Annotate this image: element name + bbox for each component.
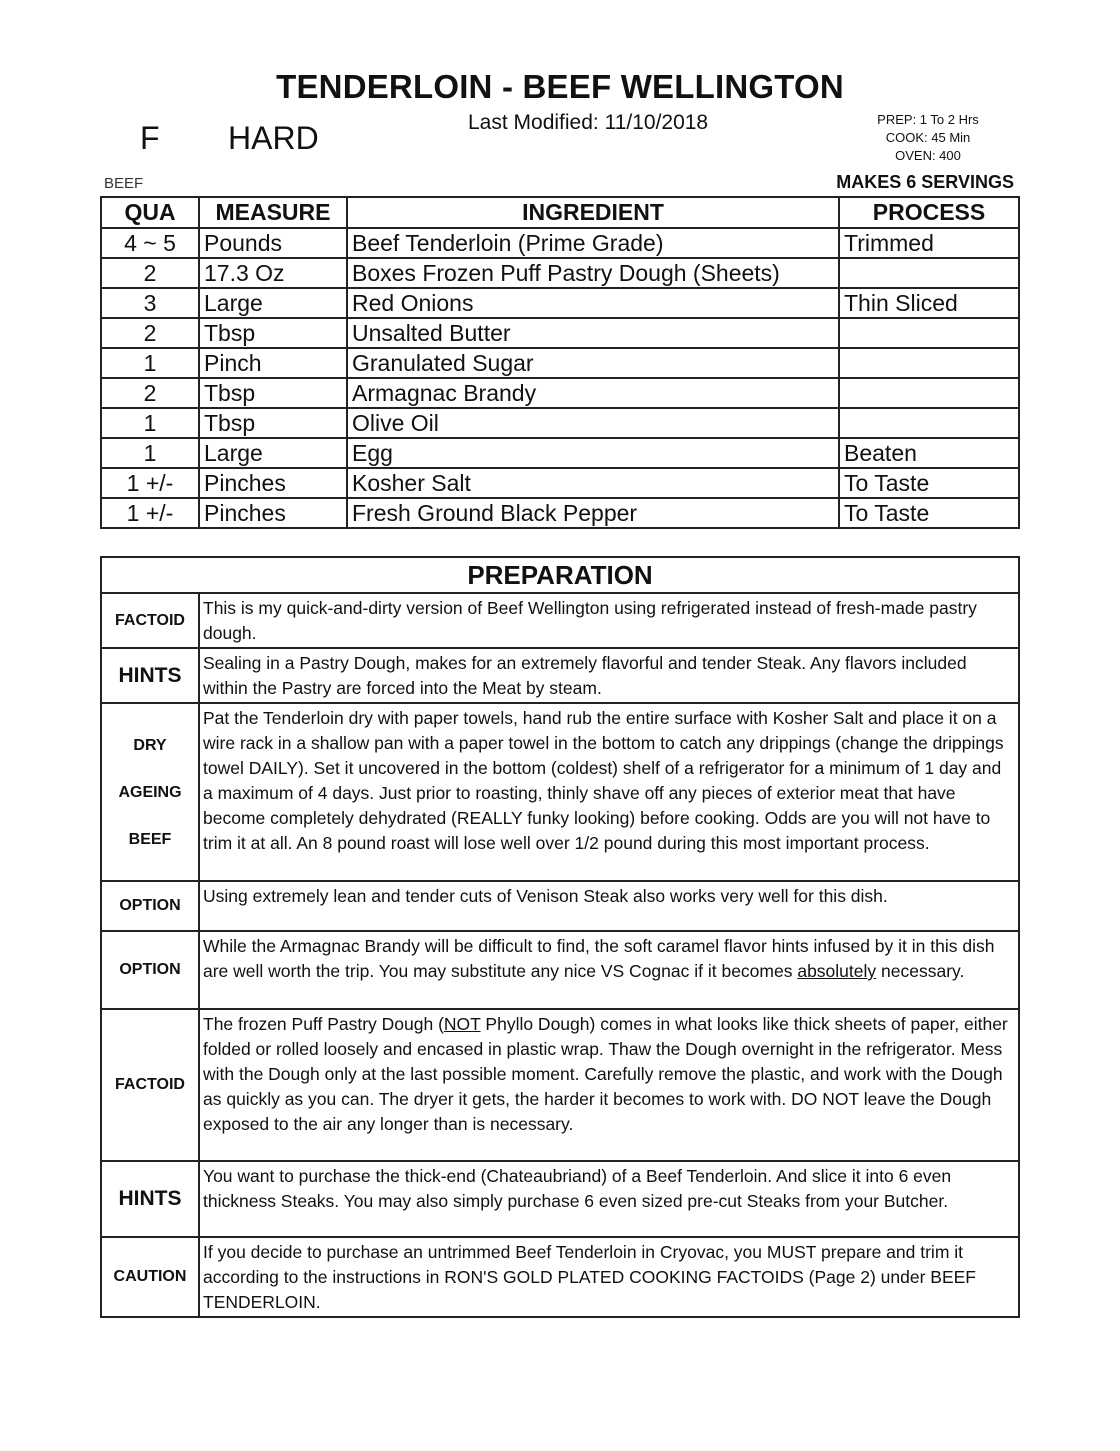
ingredient-cell: Kosher Salt <box>347 468 839 498</box>
qua-cell: 3 <box>101 288 199 318</box>
measure-cell: Large <box>199 288 347 318</box>
table-row <box>101 378 1019 408</box>
table-row <box>101 318 1019 348</box>
column-header-ingredient: INGREDIENT <box>347 197 839 228</box>
process-cell <box>839 348 1019 378</box>
prep-text: If you decide to purchase an untrimmed Beef Tenderloin in Cryovac, you MUST prepare and trim it according to the instructions in RON'S GOLD PLATED COOKING FACTOIDS (Page 2) under BEEF TENDERLOIN. <box>199 1237 1019 1317</box>
table-row <box>101 408 1019 438</box>
cook-time: COOK: 45 Min <box>885 130 971 145</box>
process-cell <box>839 318 1019 348</box>
ingredient-cell: Unsalted Butter <box>347 318 839 348</box>
qua-cell: 1 <box>101 348 199 378</box>
prep-row <box>101 593 1019 648</box>
process-cell <box>839 378 1019 408</box>
prep-text: Pat the Tenderloin dry with paper towels, hand rub the entire surface with Kosher Salt and place it on a wire rack in a shallow pan with a paper towel in the bottom to catch any drippings (change the drippings towel DAILY). Set it uncovered in the bottom (coldest) shelf of a refrigerator for a minimum of 1 day and a maximum of 4 days. Just prior to roasting, thinly shave off any pieces of exterior meat that have become completely dehydrated (REALLY funky looking) before cooking. Odds are you will not have to trim it at all. An 8 pound roast will lose well over 1/2 pound during this most important process. <box>199 703 1019 881</box>
prep-time: PREP: 1 To 2 Hrs <box>877 112 979 127</box>
prep-text <box>199 1009 1019 1161</box>
prep-row <box>101 648 1019 703</box>
prep-text: This is my quick-and-dirty version of Beef Wellington using refrigerated instead of fresh-made pastry dough. <box>199 593 1019 648</box>
prep-label: OPTION <box>101 931 199 1009</box>
difficulty-label: HARD <box>228 120 319 156</box>
prep-text-underlined: NOT <box>443 1014 481 1034</box>
prep-text-part: The frozen Puff Pastry Dough ( <box>203 1014 444 1034</box>
measure-cell: 17.3 Oz <box>199 258 347 288</box>
ingredient-cell: Fresh Ground Black Pepper <box>347 498 839 528</box>
ingredient-cell: Armagnac Brandy <box>347 378 839 408</box>
measure-cell: Tbsp <box>199 318 347 348</box>
prep-text-part: necessary. <box>876 961 965 981</box>
table-row <box>101 348 1019 378</box>
prep-text <box>199 931 1019 1009</box>
ingredients-header-row <box>101 197 1019 228</box>
qua-cell: 4 ~ 5 <box>101 228 199 258</box>
measure-cell: Tbsp <box>199 378 347 408</box>
process-cell: To Taste <box>839 468 1019 498</box>
process-cell <box>839 258 1019 288</box>
prep-row <box>101 881 1019 931</box>
column-header-process: PROCESS <box>839 197 1019 228</box>
prep-label: CAUTION <box>101 1237 199 1317</box>
ingredient-cell: Granulated Sugar <box>347 348 839 378</box>
prep-label: OPTION <box>101 881 199 931</box>
qua-cell: 2 <box>101 378 199 408</box>
time-summary <box>858 111 998 165</box>
table-row <box>101 288 1019 318</box>
prep-label-line: DRY <box>133 736 167 754</box>
qua-cell: 2 <box>101 318 199 348</box>
recipe-title: TENDERLOIN - BEEF WELLINGTON <box>276 68 844 105</box>
process-cell <box>839 408 1019 438</box>
qua-cell: 1 +/- <box>101 498 199 528</box>
prep-row <box>101 931 1019 1009</box>
table-row <box>101 468 1019 498</box>
process-cell: Beaten <box>839 438 1019 468</box>
prep-text-part: While the Armagnac Brandy will be difficult to find, the soft caramel flavor hints infused by it in this dish are well worth the trip. You may substitute any nice VS Cognac if it becomes <box>203 936 995 981</box>
measure-cell: Pinches <box>199 468 347 498</box>
prep-row <box>101 703 1019 881</box>
ingredient-cell: Boxes Frozen Puff Pastry Dough (Sheets) <box>347 258 839 288</box>
prep-label-line: BEEF <box>128 830 172 848</box>
last-modified: Last Modified: 11/10/2018 <box>468 111 709 134</box>
prep-text: Sealing in a Pastry Dough, makes for an extremely flavorful and tender Steak. Any flavors included within the Pastry are forced into the Meat by steam. <box>199 648 1019 703</box>
prep-row <box>101 1161 1019 1237</box>
recipe-grade: F <box>140 120 160 156</box>
measure-cell: Large <box>199 438 347 468</box>
measure-cell: Pounds <box>199 228 347 258</box>
ingredient-cell: Beef Tenderloin (Prime Grade) <box>347 228 839 258</box>
prep-label: HINTS <box>101 648 199 703</box>
table-row <box>101 228 1019 258</box>
table-row <box>101 438 1019 468</box>
qua-cell: 1 +/- <box>101 468 199 498</box>
category-label: BEEF <box>104 175 144 192</box>
ingredient-cell: Red Onions <box>347 288 839 318</box>
measure-cell: Tbsp <box>199 408 347 438</box>
prep-label: FACTOID <box>101 1009 199 1161</box>
prep-label: HINTS <box>101 1161 199 1237</box>
measure-cell: Pinches <box>199 498 347 528</box>
preparation-header-row <box>101 557 1019 593</box>
servings-label: MAKES 6 SERVINGS <box>836 172 1014 192</box>
prep-text-underlined: absolutely <box>797 961 877 981</box>
measure-cell: Pinch <box>199 348 347 378</box>
prep-row <box>101 1237 1019 1317</box>
prep-text: Using extremely lean and tender cuts of Venison Steak also works very well for this dish. <box>199 881 1019 931</box>
table-row <box>101 498 1019 528</box>
ingredients-table <box>100 196 1020 529</box>
prep-label-line: AGEING <box>118 783 182 801</box>
prep-text: You want to purchase the thick-end (Chateaubriand) of a Beef Tenderloin. And slice it into 6 even thickness Steaks. You may also simply purchase 6 even sized pre-cut Steaks from your Butcher. <box>199 1161 1019 1237</box>
column-header-measure: MEASURE <box>199 197 347 228</box>
prep-label-dry-ageing-beef <box>101 703 199 881</box>
prep-row <box>101 1009 1019 1161</box>
process-cell: To Taste <box>839 498 1019 528</box>
qua-cell: 1 <box>101 438 199 468</box>
column-header-qua: QUA <box>101 197 199 228</box>
ingredient-cell: Olive Oil <box>347 408 839 438</box>
process-cell: Trimmed <box>839 228 1019 258</box>
prep-text-part: Phyllo Dough) comes in what looks like thick sheets of paper, either folded or rolled loosely and encased in plastic wrap. Thaw the Dough overnight in the refrigerator. Mess with the Dough only at the last possible moment. Carefully remove the plastic, and work with the Dough as quickly as you can. The dryer it gets, the harder it becomes to work with. DO NOT leave the Dough exposed to the air any longer than is necessary. <box>203 1014 1008 1134</box>
table-row <box>101 258 1019 288</box>
prep-label: FACTOID <box>101 593 199 648</box>
preparation-table <box>100 556 1020 1318</box>
oven-temp: OVEN: 400 <box>895 148 961 163</box>
process-cell: Thin Sliced <box>839 288 1019 318</box>
qua-cell: 2 <box>101 258 199 288</box>
ingredient-cell: Egg <box>347 438 839 468</box>
qua-cell: 1 <box>101 408 199 438</box>
preparation-heading: PREPARATION <box>101 557 1019 593</box>
